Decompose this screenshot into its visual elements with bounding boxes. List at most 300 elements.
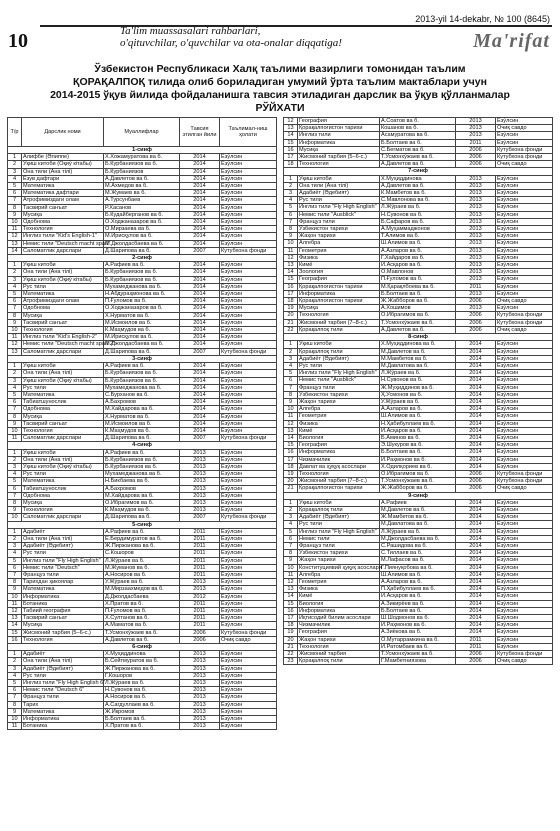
book-status: Ёзўлсин <box>220 384 277 391</box>
table-row <box>284 146 553 153</box>
table-row <box>284 463 553 470</box>
row-number: 18 <box>284 463 298 470</box>
table-row <box>284 276 553 283</box>
book-authors: С.Мавлонова ва б. <box>380 197 456 204</box>
row-number: 21 <box>284 485 298 492</box>
book-status: Ёзўлсин <box>220 651 277 658</box>
book-authors: А.Бахромов <box>104 399 180 406</box>
book-status: Кутубхона фонди <box>496 470 553 477</box>
book-title: Немис тили "Deutsch macht spaß 2" <box>23 341 116 348</box>
book-status: Ёзўлсин <box>220 535 277 542</box>
book-year: 2013 <box>456 211 496 218</box>
row-number: 5 <box>8 557 22 564</box>
book-title: Ўқиш китоби <box>22 363 104 370</box>
book-year: 2013 <box>456 226 496 233</box>
book-title: Геометрия <box>298 247 380 254</box>
book-title: Технология <box>22 507 104 514</box>
row-number: 3 <box>8 665 22 672</box>
table-row <box>284 499 553 506</box>
book-authors: Е.Бердимуратов ва б. <box>104 535 180 542</box>
book-status: Очиқ савдо <box>496 298 553 305</box>
row-number: 19 <box>284 305 298 312</box>
book-year: 2014 <box>456 571 496 578</box>
table-row <box>8 463 277 470</box>
book-status: Ёзўлсин <box>220 658 277 665</box>
table-row <box>8 154 277 161</box>
book-year: 2013 <box>456 305 496 312</box>
book-title: Ўқиш китоби <box>298 175 380 182</box>
table-row <box>284 600 553 607</box>
row-number: 1 <box>8 262 22 269</box>
table-row <box>284 413 553 420</box>
book-authors: Б.Сафаров ва б. <box>380 218 456 225</box>
book-title: Саломатлик дарслари <box>22 348 104 355</box>
book-title: Технология <box>22 226 104 233</box>
book-status: Ёзўлсин <box>220 276 277 283</box>
row-number: 14 <box>8 247 22 254</box>
book-year: 2013 <box>456 175 496 182</box>
table-row <box>8 305 277 312</box>
row-number: 20 <box>284 312 298 319</box>
book-authors: О.Ходжаназаров ва б. <box>104 219 180 226</box>
book-authors: П.Ғуломов ва б. <box>104 608 180 615</box>
table-row <box>8 629 277 636</box>
table-row <box>284 197 553 204</box>
book-year: 2014 <box>456 579 496 586</box>
grade-label: 3-синф <box>8 355 277 362</box>
book-status: Ёзўлсин <box>220 485 277 492</box>
col-header-number: Т/р <box>8 118 22 147</box>
book-title: Тасвирий санъат <box>22 204 104 211</box>
table-row <box>8 262 277 269</box>
book-title: Ўқиш китоби (Оқиў кітабы) <box>22 161 104 168</box>
grade-group-row <box>284 168 553 175</box>
book-authors: Б.Курбаниязов ва б. <box>104 276 180 283</box>
row-number: 9 <box>8 420 22 427</box>
book-status: Ёзўлсин <box>220 701 277 708</box>
table-row <box>284 514 553 521</box>
row-number: 11 <box>8 226 22 233</box>
book-authors: Х.Муҳиддинова ва б. <box>380 341 456 348</box>
row-number: 4 <box>8 175 22 182</box>
table-row <box>8 701 277 708</box>
row-number: 20 <box>284 636 298 643</box>
table-row <box>8 204 277 211</box>
row-number: 8 <box>8 413 22 420</box>
book-year: 2014 <box>180 384 220 391</box>
book-authors: С.Рашидова ва б. <box>380 542 456 549</box>
table-row <box>284 420 553 427</box>
table-row <box>284 240 553 247</box>
row-number: 11 <box>284 247 298 254</box>
row-number: 6 <box>8 298 22 305</box>
book-title: Француз тили <box>298 218 380 225</box>
book-title: Саломатлик дарслари <box>22 514 104 521</box>
book-authors: Б.Кудайберганов ва б. <box>104 211 180 218</box>
book-status: Кутубхона фонди <box>496 154 553 161</box>
book-authors: Н.Сувонов ва б. <box>104 687 180 694</box>
book-authors: Б.Курбаниязов ва б. <box>104 463 180 470</box>
grade-group-row <box>8 355 277 362</box>
book-authors: Д.Джолдасбаева <box>104 593 180 600</box>
book-status: Ёзўлсин <box>220 262 277 269</box>
book-status: Ёзўлсин <box>220 327 277 334</box>
book-status: Ёзўлсин <box>496 118 553 125</box>
book-year: 2006 <box>456 161 496 168</box>
table-row <box>284 355 553 362</box>
book-title: Табиий география <box>22 608 104 615</box>
book-authors: Л.Жўраев ва б. <box>380 204 456 211</box>
book-year: 2013 <box>180 723 220 730</box>
book-year: 2013 <box>180 499 220 506</box>
book-authors: М.Давлетов ва б. <box>380 348 456 355</box>
row-number: 7 <box>8 197 22 204</box>
row-number: 10 <box>284 564 298 571</box>
book-year: 2013 <box>180 716 220 723</box>
book-authors: М.Джолдасбаева ва б. <box>104 341 180 348</box>
book-year: 2014 <box>180 305 220 312</box>
title-line-4: РЎЙХАТИ <box>255 102 305 114</box>
book-year: 2014 <box>456 420 496 427</box>
book-status: Ёзўлсин <box>496 362 553 369</box>
book-title: Қорақалпоғистон тарихи <box>298 485 380 492</box>
table-row <box>8 370 277 377</box>
book-authors: М.Исмоилов ва б. <box>104 420 180 427</box>
book-authors: О.Ибрагимов ва б. <box>104 499 180 506</box>
row-number: 13 <box>284 586 298 593</box>
book-authors: М.Хайдарова ва б. <box>104 492 180 499</box>
book-title: Ўзбекистон тарихи <box>298 550 380 557</box>
row-number: 3 <box>284 514 298 521</box>
book-year: 2013 <box>456 240 496 247</box>
row-number: 11 <box>8 600 22 607</box>
table-row <box>8 384 277 391</box>
table-row <box>8 327 277 334</box>
book-authors: С.Бегматов ва б. <box>380 146 456 153</box>
book-authors: Асамуратова ва б. <box>380 132 456 139</box>
book-title: Қорақалпоқ тили <box>298 348 380 355</box>
book-title: Инглиз тили "Fly High English" <box>298 204 380 211</box>
row-number: 15 <box>284 276 298 283</box>
book-title: Кимё <box>298 262 380 269</box>
grade-group-row <box>8 644 277 651</box>
book-title: Мусиқа <box>22 499 104 506</box>
book-authors: А.Носиров ва б. <box>104 694 180 701</box>
book-title: Жисмоний тарбия (7–8-с.) <box>298 319 380 326</box>
book-authors: И.Раҳмонов ва б. <box>380 456 456 463</box>
book-status: Ёзўлсин <box>220 499 277 506</box>
row-number: 7 <box>8 571 22 578</box>
col-header-title: Дарслик номи <box>22 118 104 147</box>
row-number: 2 <box>8 161 22 168</box>
book-title: Математика <box>22 391 104 398</box>
table-row <box>284 398 553 405</box>
book-title: Ўзбекистон тарихи <box>298 226 380 233</box>
row-number: 4 <box>284 197 298 204</box>
row-number: 17 <box>284 615 298 622</box>
book-status: Ёзўлсин <box>496 211 553 218</box>
newspaper-logo: Ma'rifat <box>473 30 550 52</box>
book-status: Ёзўлсин <box>220 672 277 679</box>
grade-group-row <box>8 442 277 449</box>
book-authors: Х.Пратов ва б. <box>104 723 180 730</box>
book-authors: Х.Нурматов ва б. <box>104 413 180 420</box>
book-year: 2011 <box>180 615 220 622</box>
book-authors: Б.Сейтмуратов ва б. <box>104 658 180 665</box>
book-title: Биология <box>298 434 380 441</box>
row-number: 15 <box>8 629 22 636</box>
table-row <box>284 629 553 636</box>
row-number: 10 <box>8 716 22 723</box>
book-year: 2013 <box>180 492 220 499</box>
table-row <box>8 543 277 550</box>
table-row <box>284 470 553 477</box>
book-authors: И.Ратомбаев ва б. <box>380 643 456 650</box>
table-row <box>8 485 277 492</box>
book-year: 2014 <box>180 226 220 233</box>
table-row <box>8 658 277 665</box>
textbook-table-left <box>7 117 277 730</box>
book-authors: И.Асқаров ва б. <box>380 262 456 269</box>
row-number: 5 <box>284 204 298 211</box>
book-year: 2014 <box>456 463 496 470</box>
book-title: География <box>298 442 380 449</box>
book-authors: Б.Курбаниязов ва б. <box>104 377 180 384</box>
table-row <box>8 615 277 622</box>
book-year: 2006 <box>456 651 496 658</box>
row-number: 6 <box>8 190 22 197</box>
grade-label: 8-синф <box>284 334 553 341</box>
book-title: Ўқиш китоби (Оқиў кітабы) <box>22 276 104 283</box>
book-authors: Н.Сувонов ва б. <box>380 211 456 218</box>
book-year: 2013 <box>180 449 220 456</box>
book-status: Ёзўлсин <box>496 643 553 650</box>
book-year: 2014 <box>456 622 496 629</box>
book-year: 2013 <box>180 658 220 665</box>
row-number: 7 <box>8 492 22 499</box>
table-row <box>284 269 553 276</box>
table-row <box>8 550 277 557</box>
book-status: Ёзўлсин <box>220 550 277 557</box>
book-authors: Б.Курбаниязов <box>104 168 180 175</box>
book-authors: А.Давлетов ва б. <box>380 182 456 189</box>
row-number: 1 <box>8 363 22 370</box>
book-title: Геометрия <box>298 413 380 420</box>
book-status: Ёзўлсин <box>496 413 553 420</box>
book-status: Ёзўлсин <box>496 622 553 629</box>
table-row <box>284 182 553 189</box>
book-authors: Х.Муҳиддинова <box>380 175 456 182</box>
table-row <box>284 118 553 125</box>
book-title: Алгебра <box>298 406 380 413</box>
book-year: 2014 <box>456 506 496 513</box>
book-status: Ёзўлсин <box>220 298 277 305</box>
table-row <box>8 579 277 586</box>
row-number: 17 <box>284 456 298 463</box>
book-authors: С.Бурханов ва б. <box>104 391 180 398</box>
book-authors: Д.Шарипова ва б. <box>104 435 180 442</box>
book-title: Жисмоний тарбия (5–6-с.) <box>298 154 380 161</box>
book-authors: А.Соатов ва б. <box>380 118 456 125</box>
book-year: 2013 <box>180 579 220 586</box>
row-number: 10 <box>8 327 22 334</box>
book-year: 2007 <box>180 247 220 254</box>
book-title: Рус тили <box>298 521 380 528</box>
book-year: 2013 <box>180 507 220 514</box>
book-title: Жисмоний тарбия (5–6-с.) <box>22 629 104 636</box>
table-row <box>8 571 277 578</box>
book-year: 2013 <box>180 687 220 694</box>
book-status: Ёзўлсин <box>496 600 553 607</box>
row-number: 5 <box>284 528 298 535</box>
row-number: 3 <box>8 168 22 175</box>
book-status: Ёзўлсин <box>220 226 277 233</box>
book-year: 2013 <box>456 132 496 139</box>
col-header-status: Таълимал-ниш ҳолати <box>220 118 277 147</box>
book-year: 2014 <box>456 391 496 398</box>
book-title: Математика <box>22 478 104 485</box>
book-authors: Б.Курбаниязов ва б. <box>104 269 180 276</box>
row-number: 9 <box>8 708 22 715</box>
book-status: Ёзўлсин <box>496 528 553 535</box>
row-number: 13 <box>284 125 298 132</box>
book-year: 2013 <box>456 233 496 240</box>
table-row <box>8 399 277 406</box>
table-row <box>284 406 553 413</box>
book-status: Ёзўлсин <box>496 190 553 197</box>
book-status: Ёзўлсин <box>496 420 553 427</box>
book-year: 2014 <box>180 276 220 283</box>
book-year: 2014 <box>456 434 496 441</box>
book-status: Ёзўлсин <box>220 600 277 607</box>
book-authors: О.Мирзаева ва б. <box>104 226 180 233</box>
row-number: 15 <box>284 139 298 146</box>
row-number: 14 <box>284 269 298 276</box>
book-authors: И.Раҳмонов ва б. <box>380 622 456 629</box>
book-authors: А.Давлетов ва б. <box>104 636 180 643</box>
row-number: 6 <box>284 377 298 384</box>
book-year: 2012 <box>180 593 220 600</box>
row-number: 7 <box>8 305 22 312</box>
book-year: 2014 <box>456 413 496 420</box>
book-year: 2014 <box>456 362 496 369</box>
book-title: Ўқиш китоби <box>22 262 104 269</box>
book-year: 2014 <box>180 262 220 269</box>
title-line-3: 2014-2015 ўқув йилида фойдаланишга тавсия этиладиган дарслик ва ўқув қўлланмалар <box>50 89 510 101</box>
book-authors: М.Жуманов ва б. <box>104 564 180 571</box>
book-status: Ёзўлсин <box>496 139 553 146</box>
book-authors: Т.Усмонхўжаев ва б. <box>380 478 456 485</box>
table-row <box>284 175 553 182</box>
table-row <box>8 211 277 218</box>
row-number: 7 <box>8 694 22 701</box>
table-row <box>284 528 553 535</box>
row-number: 5 <box>8 183 22 190</box>
table-row <box>8 665 277 672</box>
book-status: Ёзўлсин <box>220 557 277 564</box>
book-year: 2014 <box>180 211 220 218</box>
book-title: Рус тили <box>22 672 104 679</box>
book-title: Қорақалпоғистон тарихи <box>298 283 380 290</box>
book-year: 2011 <box>180 528 220 535</box>
book-year: 2007 <box>180 514 220 521</box>
book-status: Ёзўлсин <box>220 586 277 593</box>
table-row <box>8 420 277 427</box>
book-status: Ёзўлсин <box>496 456 553 463</box>
book-title: Инглиз тили "Fly High English" <box>298 528 380 535</box>
book-year: 2014 <box>180 413 220 420</box>
row-number: 1 <box>284 341 298 348</box>
book-authors: Мухамеджанова ва б. <box>104 471 180 478</box>
book-title: Математика <box>22 586 104 593</box>
book-status: Ёзўлсин <box>496 377 553 384</box>
book-title: Инглиз тили "Kid's English-2" <box>22 334 104 341</box>
book-title: Технология <box>298 312 380 319</box>
book-status: Ёзўлсин <box>220 168 277 175</box>
book-title: Жаҳон тарихи <box>298 557 380 564</box>
table-row <box>8 687 277 694</box>
row-number: 3 <box>8 543 22 550</box>
book-status: Ёзўлсин <box>496 305 553 312</box>
book-year: 2011 <box>180 571 220 578</box>
book-authors: Б.Курбаниязов ва б. <box>104 456 180 463</box>
table-row <box>284 478 553 485</box>
row-number: 21 <box>284 643 298 650</box>
book-status: Ёзўлсин <box>220 716 277 723</box>
table-row <box>284 204 553 211</box>
book-year: 2014 <box>456 550 496 557</box>
book-authors: Ш.Алимов ва б. <box>380 413 456 420</box>
book-title: Чизмачилик <box>298 456 380 463</box>
book-year: 2011 <box>180 550 220 557</box>
book-year: 2014 <box>180 291 220 298</box>
row-number: 4 <box>8 550 22 557</box>
book-year: 2014 <box>180 312 220 319</box>
table-row <box>8 586 277 593</box>
book-authors: П.Ғуломов ва б. <box>104 298 180 305</box>
book-authors: Х.Нурматов ва б. <box>104 312 180 319</box>
book-year: 2014 <box>180 183 220 190</box>
book-authors: А.Зикирёев ва б. <box>380 600 456 607</box>
book-year: 2013 <box>180 586 220 593</box>
table-row <box>284 312 553 319</box>
book-status: Ёзўлсин <box>496 427 553 434</box>
row-number: 1 <box>8 651 22 658</box>
book-year: 2011 <box>180 622 220 629</box>
row-number: 14 <box>8 622 22 629</box>
book-title: Кимё <box>298 427 380 434</box>
book-title: Ўқиш китоби <box>22 449 104 456</box>
book-authors: О.Ходжаназаров ва б. <box>104 305 180 312</box>
book-authors: Ж.Пиржанова ва б. <box>104 543 180 550</box>
book-year: 2013 <box>180 651 220 658</box>
row-number: 16 <box>284 146 298 153</box>
book-status: Ёзўлсин <box>220 571 277 578</box>
book-title: Информатика <box>298 607 380 614</box>
book-authors: А.Давлетов ва б. <box>380 161 456 168</box>
book-status: Ёзўлсин <box>220 687 277 694</box>
book-title: Ўқиш китоби (Оқиў кітабы) <box>22 377 104 384</box>
table-row <box>8 363 277 370</box>
book-year: 2013 <box>180 672 220 679</box>
book-status: Ёзўлсин <box>496 506 553 513</box>
grade-group-row <box>284 492 553 499</box>
book-authors: Л.Жўраев ва б. <box>380 370 456 377</box>
book-authors: К.Маҳмудов ва б. <box>104 427 180 434</box>
book-year: 2011 <box>180 543 220 550</box>
book-status: Ёзўлсин <box>220 427 277 434</box>
row-number: 1 <box>8 528 22 535</box>
